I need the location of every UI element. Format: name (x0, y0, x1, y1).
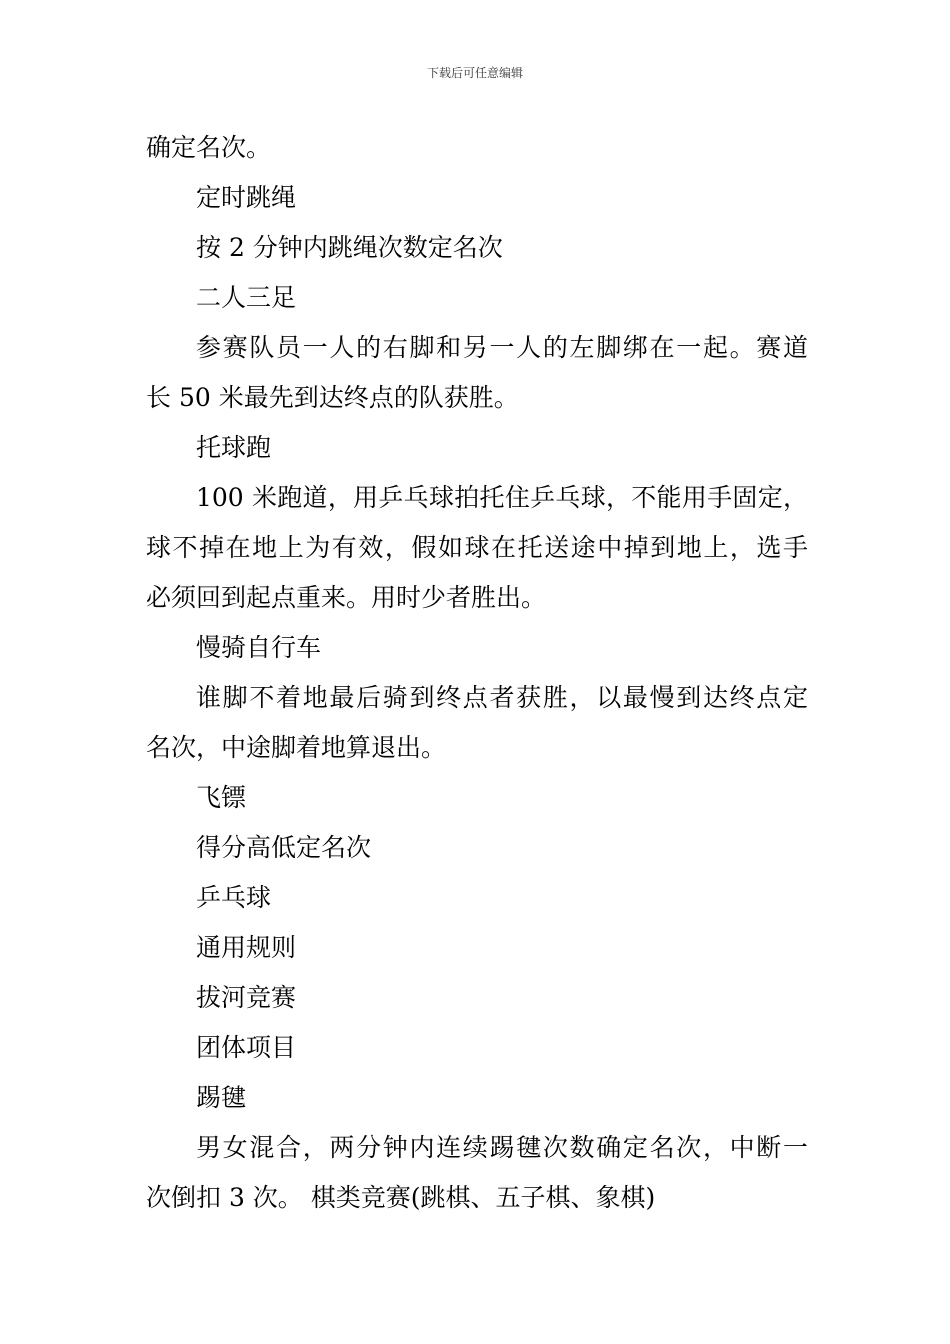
section-heading: 拔河竞赛 (196, 983, 297, 1012)
document-body (146, 123, 808, 1223)
text-line: 确定名次。 (146, 133, 272, 162)
paragraph-line: 球不掉在地上为有效，假如球在托送途中掉到地上，选手 (146, 533, 808, 562)
paragraph-line: 名次，中途脚着地算退出。 (146, 733, 447, 762)
section-heading: 团体项目 (196, 1033, 297, 1062)
section-heading: 通用规则 (196, 933, 297, 962)
section-heading: 乒乓球 (196, 883, 272, 912)
paragraph-line: 谁脚不着地最后骑到终点者获胜，以最慢到达终点定 (196, 683, 808, 712)
text-line: 得分高低定名次 (196, 833, 372, 862)
paragraph-line: 参赛队员一人的右脚和另一人的左脚绑在一起。赛道 (196, 333, 808, 362)
section-heading: 托球跑 (196, 433, 272, 462)
section-heading: 定时跳绳 (196, 183, 297, 212)
page-header: 下载后可任意编辑 (426, 66, 523, 80)
paragraph-line: 100 米跑道，用乒乓球拍托住乒乓球，不能用手固定， (196, 483, 808, 512)
section-heading: 踢毽 (196, 1083, 247, 1112)
section-heading: 慢骑自行车 (196, 633, 322, 662)
section-heading: 飞镖 (196, 783, 247, 812)
paragraph-line: 次倒扣 3 次。 棋类竞赛(跳棋、五子棋、象棋) (146, 1183, 656, 1212)
text-line: 按 2 分钟内跳绳次数定名次 (196, 233, 503, 262)
section-heading: 二人三足 (196, 283, 297, 312)
paragraph-line: 必须回到起点重来。用时少者胜出。 (146, 583, 547, 612)
paragraph-line: 长 50 米最先到达终点的队获胜。 (146, 383, 519, 412)
paragraph-line: 男女混合，两分钟内连续踢毽次数确定名次，中断一 (196, 1133, 808, 1162)
